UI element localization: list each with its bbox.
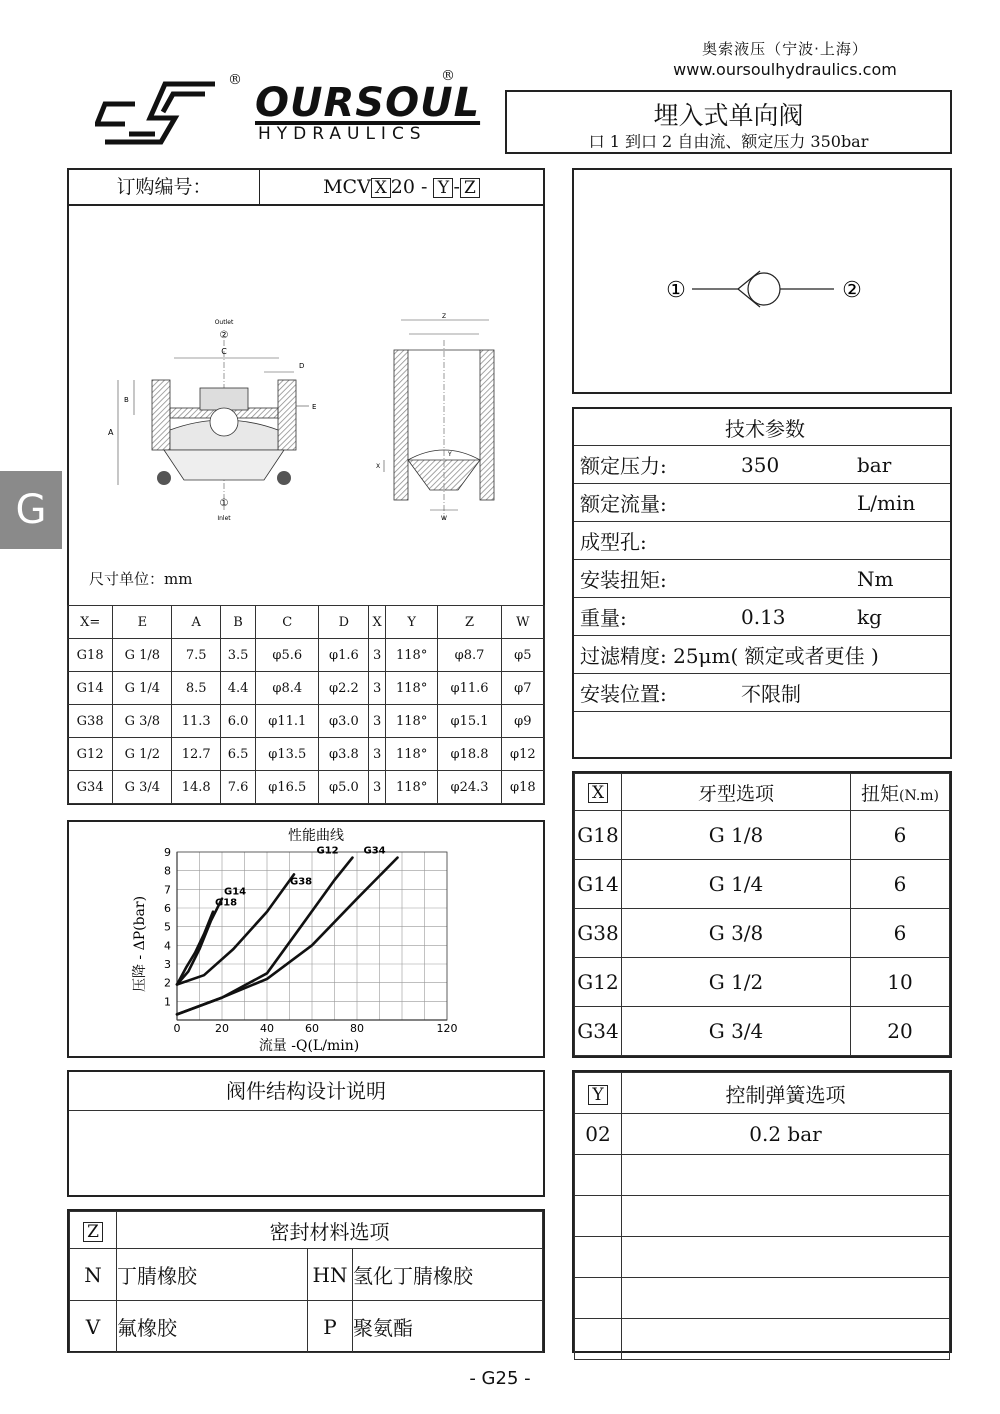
table-cell: G 1/8 [113,639,172,672]
table-header-row [575,1073,950,1114]
table-cell: φ3.8 [319,738,369,771]
thread-size: G 1/8 [622,811,851,860]
series-label-g12: G12 [316,845,339,857]
x-tick-label: 0 [173,1022,181,1035]
table-row [68,672,545,705]
hydraulic-symbol-panel [572,168,952,394]
table-cell: G 1/4 [113,672,172,705]
section-tab: G [0,471,62,549]
table-cell: 3 [369,705,386,738]
y-tick-label: 9 [164,846,171,859]
table-cell: 4.4 [220,672,255,705]
thread-size: G 3/8 [622,909,851,958]
table-cell: φ11.1 [256,705,319,738]
param-value: 0.13 [735,598,851,636]
x-tick-label: 20 [215,1022,229,1035]
table-cell [575,1155,622,1196]
seal-code: P [308,1301,353,1353]
tech-params-panel [572,407,952,759]
outlet-num: ② [219,330,229,341]
table-cell: 11.3 [172,705,221,738]
order-code-row [69,170,543,206]
table-cell: 3 [369,672,386,705]
thread-code: G38 [575,909,622,958]
seal-options-table [69,1211,543,1353]
table-cell: φ16.5 [256,771,319,804]
website-link[interactable]: www.oursoulhydraulics.com [673,60,897,79]
table-cell: φ8.4 [256,672,319,705]
seal-material: 氟橡胶 [117,1301,308,1353]
table-cell: G34 [68,771,113,804]
table-row [574,598,950,636]
table-cell: 3 [369,738,386,771]
table-row [575,1114,950,1155]
table-cell: 118° [385,771,437,804]
table-cell: 14.8 [172,771,221,804]
table-cell: φ5 [501,639,544,672]
table-header-row [68,606,545,639]
column-header: A [172,606,221,639]
registered-mark-2: ® [441,68,455,84]
table-cell: φ2.2 [319,672,369,705]
param-label: 额定流量: [574,484,735,522]
spring-value: 0.2 bar [622,1114,950,1155]
param-unit: Nm [851,560,950,598]
column-header [70,1212,117,1249]
x-tick-label: 120 [436,1022,458,1035]
param-label: 安装位置: [574,674,735,712]
column-header: W [501,606,544,639]
brand-subtitle: HYDRAULICS [258,124,427,144]
table-cell: φ5.6 [256,639,319,672]
table-cell: G 1/2 [113,738,172,771]
table-row [575,1237,950,1278]
table-row [70,1301,543,1353]
dim-label-e: E [312,403,317,411]
seal-material: 聚氨酯 [353,1301,543,1353]
y-tick-label: 8 [164,864,171,878]
dim-label-y: Y [448,451,452,458]
y-tick-label: 4 [164,939,171,953]
table-row [575,811,950,860]
x-axis-label: 流量 -Q(L/min) [258,1038,360,1054]
brand-logo-icon [95,78,225,148]
table-cell [575,1278,622,1319]
valve-description-title: 阀件结构设计说明 [69,1072,543,1111]
table-cell: φ12 [501,738,544,771]
table-cell: φ3.0 [319,705,369,738]
table-row [575,1155,950,1196]
dim-label-w: W [441,515,447,522]
column-header [575,774,622,811]
order-prefix: MCV [323,176,371,198]
table-cell [575,1196,622,1237]
table-cell: φ7 [501,672,544,705]
seal-material: 氢化丁腈橡胶 [353,1249,543,1301]
tech-params-title: 技术参数 [574,409,950,446]
table-row [575,909,950,958]
table-cell: G18 [68,639,113,672]
thread-code: G18 [575,811,622,860]
dimension-table [67,605,545,804]
table-cell: 7.5 [172,639,221,672]
table-cell: φ15.1 [438,705,501,738]
column-header: Z [438,606,501,639]
param-unit [851,522,950,560]
seal-options-panel [67,1209,545,1353]
dim-label-c: C [221,347,227,356]
column-header: D [319,606,369,639]
column-header: B [220,606,255,639]
table-cell: 3 [369,639,386,672]
dim-label-b: B [124,396,129,404]
table-cell [575,1237,622,1278]
table-row [574,674,950,712]
table-cell: G14 [68,672,113,705]
dim-label-d: D [299,362,305,370]
table-cell: G38 [68,705,113,738]
page-subtitle: 口 1 到口 2 自由流、额定压力 350bar [588,132,869,151]
column-header: E [113,606,172,639]
table-header-row [70,1212,543,1249]
table-cell: 118° [385,639,437,672]
table-cell: 118° [385,738,437,771]
y-tick-label: 2 [164,976,171,990]
title-box [505,90,952,154]
y-tick-label: 7 [164,883,171,897]
series-label-g34: G34 [363,845,386,857]
series-label-g18: G18 [215,897,238,909]
table-row [574,560,950,598]
table-cell: 6.0 [220,705,255,738]
series-line-g34 [177,858,398,1015]
column-header: 牙型选项 [622,774,851,811]
table-cell: 8.5 [172,672,221,705]
table-header-row [575,774,950,811]
column-header: X= [68,606,113,639]
inlet-num: ① [219,498,229,509]
table-row [575,1196,950,1237]
column-header: 扭矩(N.m) [851,774,950,811]
table-cell: φ5.0 [319,771,369,804]
seal-material: 丁腈橡胶 [117,1249,308,1301]
order-y-box: Y [433,178,453,198]
series-label-g14: G14 [224,886,247,898]
thread-torque: 20 [851,1007,950,1056]
table-cell: G 3/8 [113,705,172,738]
table-cell [622,1155,950,1196]
table-row [575,958,950,1007]
seal-code: V [70,1301,117,1353]
valve-description-panel [67,1070,545,1197]
spring-options-title: 控制弹簧选项 [622,1073,950,1114]
table-cell: φ24.3 [438,771,501,804]
table-cell: 6.5 [220,738,255,771]
param-label: 过滤精度: [580,644,667,668]
table-row [575,860,950,909]
column-header [575,1073,622,1114]
table-cell: 118° [385,705,437,738]
table-row [574,636,950,674]
check-valve-symbol-icon [664,265,874,315]
dimensions-panel [67,168,545,805]
table-cell: 7.6 [220,771,255,804]
param-unit: L/min [851,484,950,522]
y-tick-label: 3 [164,958,171,971]
chart-title: 性能曲线 [288,828,344,844]
table-row [575,1278,950,1319]
param-label: 重量: [574,598,735,636]
thread-code: G14 [575,860,622,909]
seal-options-title: 密封材料选项 [117,1212,543,1249]
thread-torque: 6 [851,811,950,860]
dim-label-a: A [108,428,114,437]
seal-code: N [70,1249,117,1301]
order-code [260,170,543,204]
section-drawing [104,310,524,560]
table-cell [622,1319,950,1360]
dim-label-z: Z [441,313,447,320]
spring-code-box: Y [588,1085,608,1105]
order-code-label: 订购编号： [69,170,260,204]
table-cell: φ13.5 [256,738,319,771]
thread-code-box: X [588,783,608,803]
param-value [735,560,851,598]
unit-label: 尺寸单位：mm [89,570,193,588]
order-mid: 20 - [390,176,428,198]
table-row [68,639,545,672]
performance-chart [69,822,543,1056]
param-unit: kg [851,598,950,636]
table-cell: φ18.8 [438,738,501,771]
y-tick-label: 1 [164,995,171,1009]
table-cell: φ8.7 [438,639,501,672]
thread-size: G 1/4 [622,860,851,909]
seal-code: HN [308,1249,353,1301]
thread-options-table [574,773,950,1056]
order-z-box: Z [460,178,480,198]
thread-code: G34 [575,1007,622,1056]
table-cell: 3.5 [220,639,255,672]
param-value: 不限制 [735,674,950,712]
tech-params-table [574,409,950,712]
param-unit: bar [851,446,950,484]
table-row [575,1319,950,1360]
table-cell [622,1196,950,1237]
spring-options-panel [572,1070,952,1353]
table-cell: φ1.6 [319,639,369,672]
table-cell: 12.7 [172,738,221,771]
port-1-label: ① [666,278,686,303]
param-value: 25μm( 额定或者更佳 ) [673,644,879,668]
outlet-label: Outlet [214,319,234,326]
param-label: 额定压力: [574,446,735,484]
page-title: 埋入式单向阀 [653,101,804,130]
thread-code: G12 [575,958,622,1007]
table-row [574,484,950,522]
thread-torque: 10 [851,958,950,1007]
table-row [68,705,545,738]
param-value: 350 [735,446,851,484]
table-cell: φ9 [501,705,544,738]
port-2-label: ② [842,278,862,303]
x-tick-label: 60 [305,1022,319,1035]
order-dash: - [453,176,460,198]
spring-code: 02 [575,1114,622,1155]
performance-chart-panel [67,820,545,1058]
y-tick-label: 6 [164,902,171,915]
thread-options-panel [572,771,952,1058]
table-cell [622,1278,950,1319]
param-label: 安装扭矩: [574,560,735,598]
column-header: C [256,606,319,639]
y-tick-label: 5 [164,920,171,934]
table-row [574,522,950,560]
table-cell: 3 [369,771,386,804]
table-cell: 118° [385,672,437,705]
table-row [70,1249,543,1301]
dim-label-x: X [376,463,381,470]
company-name: 奥索液压（宁波·上海） [702,40,868,58]
column-header: X [369,606,386,639]
table-row [575,1007,950,1056]
param-value [735,522,851,560]
brand-name: OURSOUL [255,80,481,126]
order-x-box: X [371,178,391,198]
seal-code-box: Z [83,1222,103,1242]
table-cell: G12 [68,738,113,771]
table-cell: G 3/4 [113,771,172,804]
table-cell: φ11.6 [438,672,501,705]
param-row-filter [574,636,950,674]
thread-size: G 1/2 [622,958,851,1007]
thread-size: G 3/4 [622,1007,851,1056]
inlet-label: Inlet [217,515,231,522]
table-cell [622,1237,950,1278]
spring-options-table [574,1072,950,1360]
thread-torque: 6 [851,909,950,958]
page-number: - G25 - [469,1368,531,1389]
x-tick-label: 40 [260,1022,274,1035]
table-row [68,771,545,804]
table-row [574,446,950,484]
table-cell: φ18 [501,771,544,804]
series-label-g38: G38 [290,876,313,888]
x-tick-label: 80 [350,1022,364,1035]
param-value [735,484,851,522]
table-row [68,738,545,771]
table-cell [575,1319,622,1360]
y-axis-label: 压降 - ΔP(bar) [132,895,148,993]
registered-mark: ® [228,72,242,88]
thread-torque: 6 [851,860,950,909]
param-label: 成型孔: [574,522,735,560]
column-header: Y [385,606,437,639]
